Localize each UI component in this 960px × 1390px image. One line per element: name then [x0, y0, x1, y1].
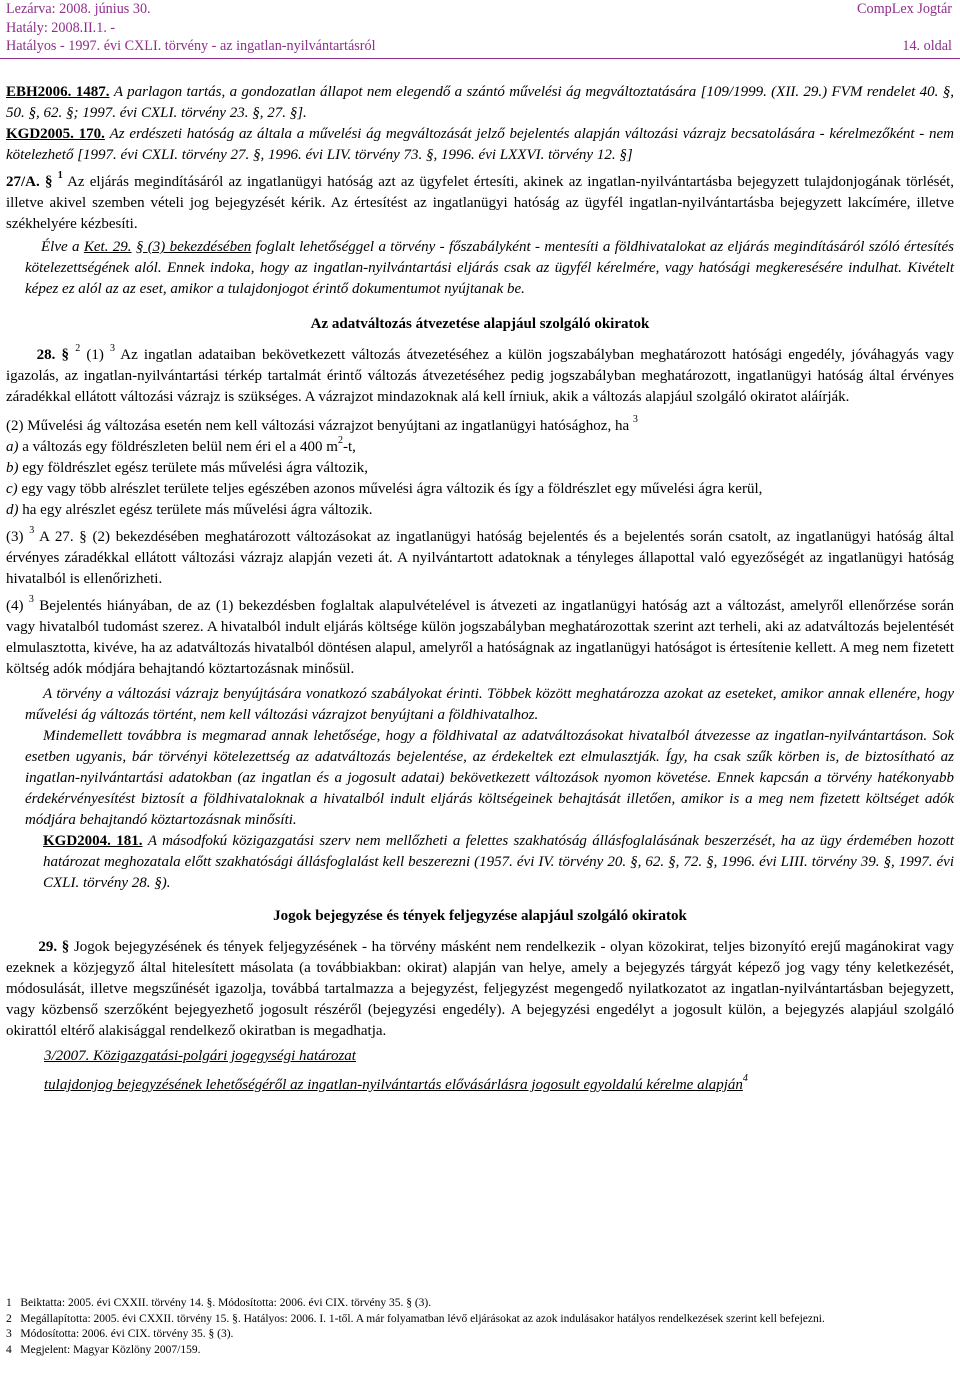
tulajdonjog-link[interactable]: tulajdonjog bejegyzésének lehetőségéről az ingatlan-nyilvántartás elővásárlásra jogosult egyoldalú kérelme alapján — [44, 1077, 743, 1093]
footnote-ref-1[interactable]: 1 — [57, 170, 63, 181]
section-29 — [6, 937, 954, 1042]
section-28-commentary — [0, 684, 954, 894]
section-28-p1-text: Az ingatlan adataiban bekövetkezett változás átvezetéséhez a külön jogszabályban meghatározott hatósági engedély, jóváhagyás vagy igazolás, az ingatlan-nyilvántartási térkép tartalmát érintő változás átvezetéséhez pedig jogszabályban meghatározott, ingatlanügyi hatóság által érvényes záradékkal ellátott változási vázrajz is szükséges. A vázrajzot mindazoknak alá kell írniuk, akik a változás alapjául szolgáló okiratot aláírják. — [6, 347, 955, 405]
section-29-number: 29. § — [38, 939, 70, 955]
header-right — [857, 0, 952, 56]
heading-jogok-bejegyzese: Jogok bejegyzése és tények feljegyzése alapjául szolgáló okiratok — [273, 908, 687, 924]
section-29-text: Jogok bejegyzésének és tények feljegyzésének - ha törvény másként nem rendelkezik - olyan közokirat, teljes bizonyító erejű magánokirat vagy ezeknek a közjegyző által hitelesített másolata (a továbbiakban: okirat) alapján van helye, amely a bejegyzés tárgyát képező jog vagy tény keletkezését, módosulását, illetve megszűnését igazolja, továbbá tartalmazza a bejegyzést, feljegyzést megengedő nyilatkozatot az ingatlan-nyilvántartásban bejegyzett, vagy közbenső szerzőként bejegyezhető jogosult részéről (bejegyzési engedély). A bejegyzési engedélyt a jogosult külön, a bejegyzés alapjául szolgáló okirattól eltérő alakisággal rendelkező okiratban is megadhatja. — [6, 939, 955, 1039]
footnote: 2 Megállapította: 2005. évi CXXII. törvény 15. §. Hatályos: 2006. I. 1-től. A már folyamatban lévő eljárásokat az azok indulásakor hatályos rendelkezések szerint kell befejezni. — [6, 1312, 825, 1325]
section-28-p4: (4) $^3$ Bejelentés hiányában, de az (1) bekezdésben foglaltak alapulvételével is átvezeti az ingatlanügyi hatóság azt a változást, amelyről ellenőrzése során vagy hivatalból tudomást szerez. A hivatalból indult eljárás költsége külön jogszabályban meghatározottak szerint azt terheli, aki az adatváltozás bejelentését elmulasztotta, kivéve, ha az adatváltozás hivatalból döntésen alapul, amelyről a hatóságnak az ingatlanügyi hatóságot is értesítenie kellett. A meg nem fizetett költség adók módjára behajtandó köztartozásnak minősül. — [6, 594, 955, 677]
section-28-p2-list — [6, 437, 954, 521]
kgd2004-note — [25, 831, 954, 894]
section-28-number: 28. § — [36, 347, 70, 363]
footnotes — [6, 1296, 954, 1358]
ebh-note — [6, 82, 954, 124]
document-body — [6, 82, 954, 1096]
footnote: 1 Beiktatta: 2005. évi CXXII. törvény 14. §. Módosította: 2006. évi CIX. törvény 35. § (3). — [6, 1297, 432, 1309]
list-item: d) ha egy alrészlet egész területe más művelési ágra változik. — [6, 502, 373, 518]
section-28-p3: (3) $^3$ A 27. § (2) bekezdésében meghatározott változásokat az ingatlanügyi hatóság bejelentés és a bejelentés során csatolt, az ingatlanügyi hatóság által érvényes záradékkal ellátott változási vázrajz alapján vezeti át. A nyilvántartott adatoknak a tényleges állapottal való egyezőségét az ingatlanügyi hatóság hivatalból is ellenőrizheti. — [6, 525, 954, 587]
kgd2004-link[interactable]: KGD2004. 181. — [43, 833, 143, 849]
ebh-link[interactable]: EBH2006. 1487. — [6, 84, 110, 100]
section-27a-number: 27/A. § $^1$ — [6, 170, 63, 190]
header-brand: CompLex Jogtár — [857, 1, 952, 17]
header-page-number: 14. oldal — [902, 38, 952, 54]
ebh-text: A parlagon tartás, a gondozatlan állapot nem elegendő a szántó művelési ág megváltoztatására [109/1999. (XII. 29.) FVM rendelet 40. §, 50. §, 62. §; 1997. évi CXLI. törvény 23. §, 27. §]. — [6, 84, 954, 121]
footnote-ref-3d[interactable]: 3 — [28, 594, 34, 605]
footnote: 4 Megjelent: Magyar Közlöny 2007/159. — [6, 1343, 201, 1356]
header-hataly: Hatály: 2008.II.1. - — [6, 19, 116, 36]
section-28-p2: (2) Művelési ág változása esetén nem kell változási vázrajzot benyújtani az ingatlanügyi hatósághoz, ha $^3$ — [6, 414, 638, 434]
list-item: b) egy földrészlet egész területe más művelési ágra változik, — [6, 460, 368, 476]
header-title: Hatályos - 1997. évi CXLI. törvény - az ingatlan-nyilvántartásról — [6, 38, 376, 54]
section-27a-text: Az eljárás megindításáról az ingatlanügyi hatóság azt az ügyfelet értesíti, akinek az ingatlan-nyilvántartásba bejegyzett tulajdonjogának törlését, illetve akivel szemben vételi jog bejegyzését kérik. Az értesítést az ingatlanügyi hatóság az ügyfél ingatlan-nyilvántartásba bejegyzett lakcímére, illetve székhelyére kézbesíti. — [6, 174, 955, 232]
header-rule — [0, 58, 960, 59]
footnote-ref-2[interactable]: 2 — [75, 343, 81, 354]
commentary-paragraph: A törvény a változási vázrajz benyújtására vonatkozó szabályokat érinti. Többek között meghatározza azokat az eseteket, amikor annak ellenére, hogy művelési ág változás történt, nem kell változási vázrajzot benyújtani a földhivatalhoz. — [25, 686, 954, 723]
section-27a-comment: Élve a Ket. 29. § (3) bekezdésében foglalt lehetőséggel a törvény - főszabályként - mentesíti a földhivatalokat az eljárás megindításáról szóló értesítés kötelezettségének alól. Ennek indoka, hogy az ingatlan-nyilvántartási eljárás csak az ügyfél kérelmére, vagy hatósági megkeresésére indulhat. Kivételt képez ez alól az az eset, amikor a tulajdonjogot érintő dokumentumot nyújtanak be. — [0, 237, 954, 300]
ket-paragraph-link[interactable]: § (3) bekezdésében — [135, 239, 252, 255]
header-left — [6, 0, 376, 56]
footnote: 3 Módosította: 2006. évi CIX. törvény 35. § (3). — [6, 1328, 234, 1340]
kgd2004-text: A másodfokú közigazgatási szerv nem mellőzheti a felettes szakhatóság állásfoglalásának beszerzését, ha az ügy érdemében hozott határozat meghozatala előtt szakhatósági állásfoglalást kell beszerezni (1957. évi IV. törvény 20. §, 62. §, 72. §, 1996. évi LIII. törvény 39. §, 1997. évi CXLI. törvény 28. §). — [43, 833, 955, 891]
kgd2005-link[interactable]: KGD2005. 170. — [6, 126, 105, 142]
footnote-ref-3a[interactable]: 3 — [109, 343, 115, 354]
footnote-ref-3c[interactable]: 3 — [29, 525, 35, 536]
list-item: c) egy vagy több alrészlet területe teljes egészében azonos művelési ágra változik és így a földrészlet egy művelési ágra kerül, — [6, 481, 763, 497]
commentary-paragraph: Mindemellett továbbra is megmarad annak lehetősége, hogy a földhivatal az adatváltozásokat hivatalból átvezesse az ingatlan-nyilvántartáson. Sok esetben ugyanis, bár törvényi kötelezettség az adatváltozás bejelentése, az érdekeltek ezt elmulasztják. Így, ha csak szűk körben is, de biztosítható az ingatlan-nyilvántartási adatokban (az ingatlan és a jogosult adatai) bekövetkezett változások nyomon követése. Ennek kapcsán a törvény hatékonyabb érdekérvényesítést biztosít a földhivataloknak a hivatalból indult eljárás költségeinek behajtását illetően, amikor is a meg nem fizetett költséget adók módjára behajtandó köztartozásnak minősíti. — [25, 728, 954, 828]
jogegysegi-hatarozat-link[interactable]: 3/2007. Közigazgatási-polgári jogegységi határozat — [44, 1048, 356, 1064]
footnote-ref-3b[interactable]: 3 — [632, 414, 638, 425]
kgd2005-note — [6, 124, 954, 166]
kgd2005-text: Az erdészeti hatóság az általa a művelési ág megváltozását jelző bejelentés alapján változási vázrajz becsatolására - kérelmezőként - nem kötelezhető [1997. évi CXLI. törvény 27. §, 1996. évi LIV. törvény 73. §, 1996. évi LXXVI. törvény 12. §] — [6, 126, 955, 163]
jogegysegi-hatarozat-link-row — [6, 1046, 954, 1067]
footnote-ref-4[interactable]: 4 — [742, 1073, 748, 1084]
heading-adatvaltozas: Az adatváltozás átvezetése alapjául szolgáló okiratok — [310, 316, 650, 332]
section-28-p1: 28. § $^2$ (1) $^3$ Az ingatlan adataiban bekövetkezett változás átvezetéséhez a külön jogszabályban meghatározott hatósági engedély, jóváhagyás vagy igazolás, az ingatlan-nyilvántartási térkép tartalmát érintő változás átvezetéséhez pedig jogszabályban meghatározott, ingatlanügyi hatóság által érvényes záradékkal ellátott változási vázrajz is szükséges. A vázrajzot mindazoknak alá kell írniuk, akik a változás alapjául szolgáló okiratot aláírják. — [6, 343, 955, 405]
page-header — [0, 0, 960, 62]
section-27a — [6, 172, 954, 235]
tulajdonjog-link-row — [6, 1075, 954, 1096]
ket-link[interactable]: Ket. 29. — [83, 239, 132, 255]
header-lezarva: Lezárva: 2008. június 30. — [6, 1, 151, 17]
list-item: a) a változás egy földrészleten belül nem éri el a 400 $m^2-t$, — [6, 435, 356, 455]
